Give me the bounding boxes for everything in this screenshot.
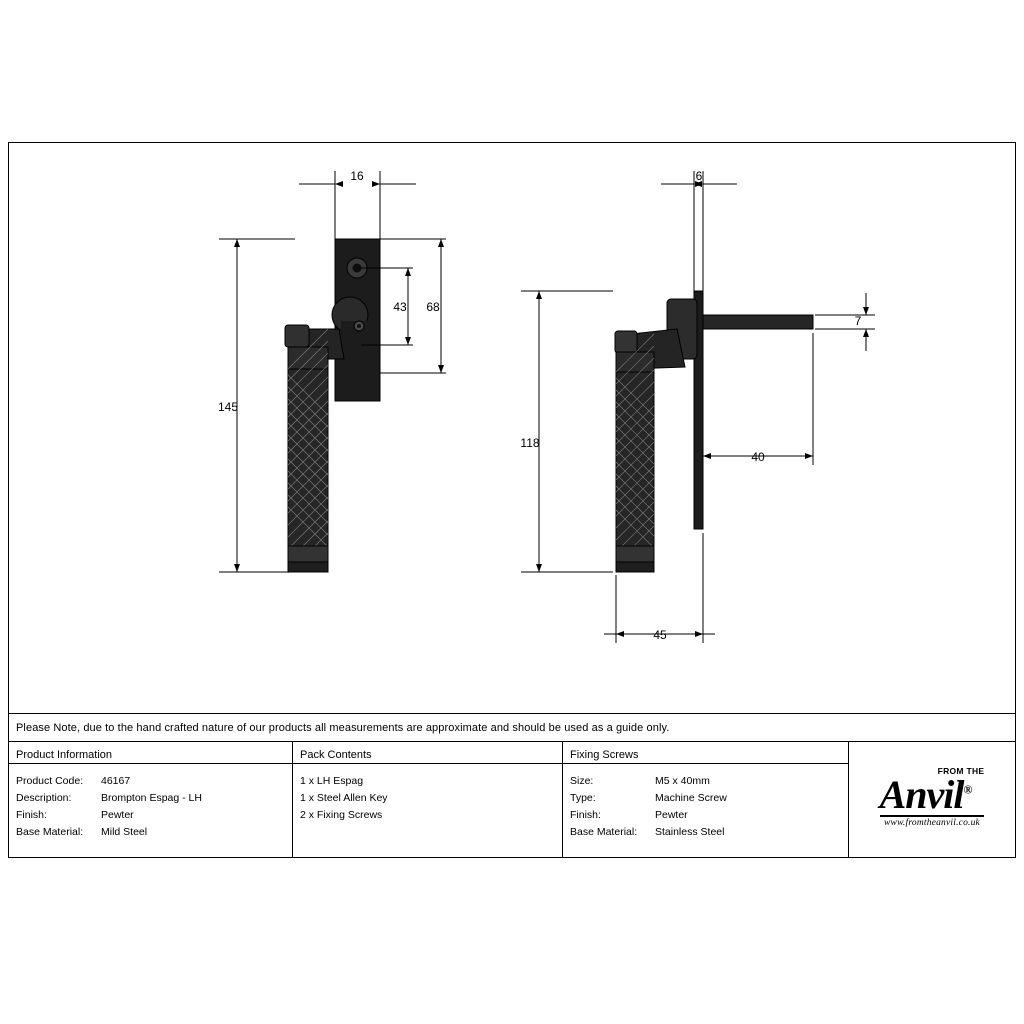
screw-finish-label: Finish:: [570, 809, 601, 821]
table-row: [570, 790, 848, 807]
logo-from-the-text: FROM THE: [937, 765, 985, 776]
table-row: [16, 790, 292, 807]
table-row: [16, 773, 292, 790]
side-view: [615, 291, 813, 572]
table-row: [570, 807, 848, 824]
screw-base-material-label: Base Material:: [570, 826, 638, 838]
product-information-heading: Product Information: [9, 742, 292, 764]
fixing-screws-column: [563, 742, 849, 857]
pack-contents-heading: Pack Contents: [293, 742, 562, 764]
dim-plate-thickness: 6: [695, 169, 703, 183]
dim-plate-height: 68: [426, 300, 440, 314]
dim-front-width: 16: [350, 169, 364, 183]
fixing-screws-body: [563, 764, 848, 841]
drawing-area: [9, 143, 1015, 714]
dim-projection: 40: [751, 450, 765, 464]
base-material-label: Base Material:: [16, 826, 84, 838]
brand-logo-column: [849, 742, 1015, 857]
dim-handle-offset: 45: [653, 628, 667, 642]
pack-contents-body: [293, 764, 562, 824]
product-code-value: 46167: [101, 775, 131, 787]
list-item: 1 x LH Espag: [300, 775, 364, 787]
measurement-note: Please Note, due to the hand crafted nature of our products all measurements are approximate and should be used as a guide only.: [16, 721, 670, 734]
front-view: [285, 239, 380, 573]
screw-size-label: Size:: [570, 775, 594, 787]
table-row: [16, 807, 292, 824]
screw-finish-value: Pewter: [655, 809, 688, 821]
logo-anvil-text: [879, 772, 985, 817]
finish-value: Pewter: [101, 809, 134, 821]
dim-side-height: 118: [520, 436, 540, 450]
brand-logo: [849, 742, 1015, 857]
screw-type-value: Machine Screw: [655, 792, 727, 804]
pack-contents-column: [293, 742, 563, 857]
info-table: [9, 742, 1015, 857]
list-item: 2 x Fixing Screws: [300, 809, 383, 821]
product-drawing: [9, 143, 1015, 714]
product-code-label: Product Code:: [16, 775, 84, 787]
fixing-screws-heading: Fixing Screws: [563, 742, 848, 764]
description-value: Brompton Espag - LH: [101, 792, 202, 804]
dim-total-height: 145: [217, 400, 239, 414]
logo-url: www.fromtheanvil.co.uk: [884, 818, 980, 828]
dim-spindle-thickness: 7: [854, 314, 862, 328]
table-row: [570, 824, 848, 841]
technical-drawing-sheet: [8, 142, 1016, 858]
screw-base-material-value: Stainless Steel: [655, 826, 725, 838]
description-label: Description:: [16, 792, 72, 804]
screw-size-value: M5 x 40mm: [655, 775, 710, 787]
list-item: 1 x Steel Allen Key: [300, 792, 388, 804]
table-row: [16, 824, 292, 841]
table-row: [570, 773, 848, 790]
product-information-body: [9, 764, 292, 841]
measurement-note-row: [9, 714, 1015, 742]
base-material-value: Mild Steel: [101, 826, 148, 838]
logo-anvil-word: Anvil: [879, 772, 964, 817]
front-dimension-lines: [219, 171, 446, 572]
logo-registered-mark: ®: [963, 782, 972, 797]
screw-type-label: Type:: [570, 792, 596, 804]
product-information-column: [9, 742, 293, 857]
finish-label: Finish:: [16, 809, 47, 821]
dim-hole-spacing: 43: [393, 300, 407, 314]
